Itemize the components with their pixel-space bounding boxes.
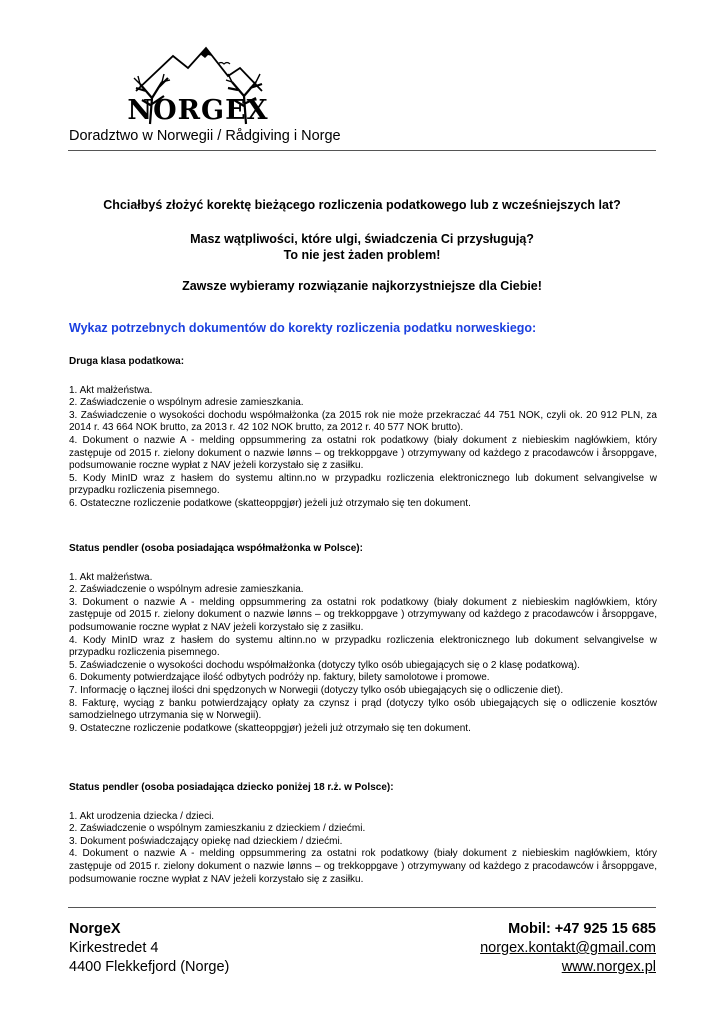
list-item: 8. Fakturę, wyciąg z banku potwierdzający opłaty za czynsz i prąd (dotyczy tylko osób ubiegających się o odliczenie kosztów samodzielnego utrzymania się w Norwegii). — [69, 697, 657, 722]
list-item: 2. Zaświadczenie o wspólnym zamieszkaniu z dzieckiem / dziećmi. — [69, 823, 366, 835]
header-subtitle: Doradztwo w Norwegii / Rådgiving i Norge — [69, 128, 341, 144]
company-name: NorgeX — [69, 921, 121, 937]
list-item: 3. Dokument o nazwie A - melding oppsummering za ostatni rok podatkowy (biały dokument z niebieskim nagłówkiem, który zastępuje od 2015 r. zielony dokument o nazwie lønns – og trekkoppgave ) otrzymywany od każdego z pracodawców i årsoppgave, podsumowanie roczne wypłat z NAV jeżeli korzystało się z zasiłku. — [69, 596, 657, 633]
section-second-tax-class — [69, 356, 657, 511]
list-item: 6. Dokumenty potwierdzające ilość odbytych podróży np. faktury, bilety samolotowe i promowe. — [69, 672, 490, 684]
intro-no-problem: To nie jest żaden problem! — [283, 248, 441, 262]
list-item: 4. Kody MinID wraz z hasłem do systemu altinn.no w przypadku rozliczenia elektronicznego lub dokument selvangivelse w przypadku rozliczenia pisemnego. — [69, 634, 657, 659]
intro-best-solution: Zawsze wybieramy rozwiązanie najkorzystniejsze dla Ciebie! — [182, 279, 542, 293]
footer-contact — [480, 920, 656, 977]
header-divider — [68, 150, 656, 151]
list-item: 4. Dokument o nazwie A - melding oppsummering za ostatni rok podatkowy (biały dokument z niebieskim nagłówkiem, który zastępuje od 2015 r. zielony dokument o nazwie lønns – og trekkoppgave ) otrzymywany od każdego z pracodawców i årsoppgave, podsumowanie roczne wypłat z NAV jeżeli korzystało się z zasiłku. — [69, 434, 657, 472]
section-title: Status pendler (osoba posiadająca współmałżonka w Polsce): — [69, 543, 363, 554]
section-title: Druga klasa podatkowa: — [69, 356, 185, 367]
list-item: 6. Ostateczne rozliczenie podatkowe (skatteoppgjør) jeżeli już otrzymało się ten dokument. — [69, 497, 471, 509]
list-item: 5. Kody MinID wraz z hasłem do systemu altinn.no w przypadku rozliczenia elektronicznego lub dokument selvangivelse w przypadku rozliczenia pisemnego. — [69, 472, 657, 497]
list-item: 2. Zaświadczenie o wspólnym adresie zamieszkania. — [69, 584, 304, 596]
svg-text:NORGEX: NORGEX — [128, 95, 268, 126]
list-item: 3. Zaświadczenie o wysokości dochodu współmałżonka (za 2015 rok nie może przekraczać 44 751 NOK, czyli ok. 20 912 PLN, za 2014 r. 43 664 NOK brutto, za 2013 r. 42 102 NOK brutto, za 2012 r. 40 577 NOK brutto). — [69, 409, 657, 434]
list-item: 5. Zaświadczenie o wysokości dochodu współmałżonka (dotyczy tylko osób ubiegających się o 2 klasę podatkową). — [69, 659, 580, 671]
intro-doubts: Masz wątpliwości, które ulgi, świadczenia Ci przysługują? — [190, 232, 534, 246]
list-item: 7. Informację o łącznej ilości dni spędzonych w Norwegii (dotyczy tylko osób ubiegających się o odliczenie diet). — [69, 684, 564, 696]
mobile-number: Mobil: +47 925 15 685 — [508, 921, 656, 937]
documents-heading: Wykaz potrzebnych dokumentów do korekty rozliczenia podatku norweskiego: — [69, 321, 537, 335]
email-link[interactable]: norgex.kontakt@gmail.com — [480, 940, 656, 956]
list-item: 1. Akt urodzenia dziecka / dzieci. — [69, 810, 215, 822]
section-pendler-child — [69, 782, 657, 886]
footer-divider — [68, 907, 656, 908]
section-title: Status pendler (osoba posiadająca dziecko poniżej 18 r.ż. w Polsce): — [69, 782, 394, 793]
website-link[interactable]: www.norgex.pl — [561, 959, 656, 975]
list-item: 4. Dokument o nazwie A - melding oppsummering za ostatni rok podatkowy (biały dokument z niebieskim nagłówkiem, który zastępuje od 2015 r. zielony dokument o nazwie lønns – og trekkoppgave ) otrzymywany od każdego z pracodawców i årsoppgave, podsumowanie roczne wypłat z NAV jeżeli korzystało się z zasiłku. — [69, 848, 657, 885]
footer-address — [69, 920, 229, 977]
street-address: Kirkestredet 4 — [69, 940, 159, 956]
list-item: 9. Ostateczne rozliczenie podatkowe (skatteoppgjør) jeżeli już otrzymało się ten dokument. — [69, 722, 471, 734]
section-pendler-spouse — [69, 543, 657, 735]
city-address: 4400 Flekkefjord (Norge) — [69, 959, 230, 975]
list-item: 2. Zaświadczenie o wspólnym adresie zamieszkania. — [69, 397, 304, 409]
list-item: 1. Akt małżeństwa. — [69, 571, 153, 583]
intro-question: Chciałbyś złożyć korektę bieżącego rozliczenia podatkowego lub z wcześniejszych lat? — [103, 198, 621, 212]
list-item: 3. Dokument poświadczający opiekę nad dzieckiem / dziećmi. — [69, 835, 343, 847]
list-item: 1. Akt małżeństwa. — [69, 384, 153, 396]
norgex-logo — [128, 46, 268, 126]
